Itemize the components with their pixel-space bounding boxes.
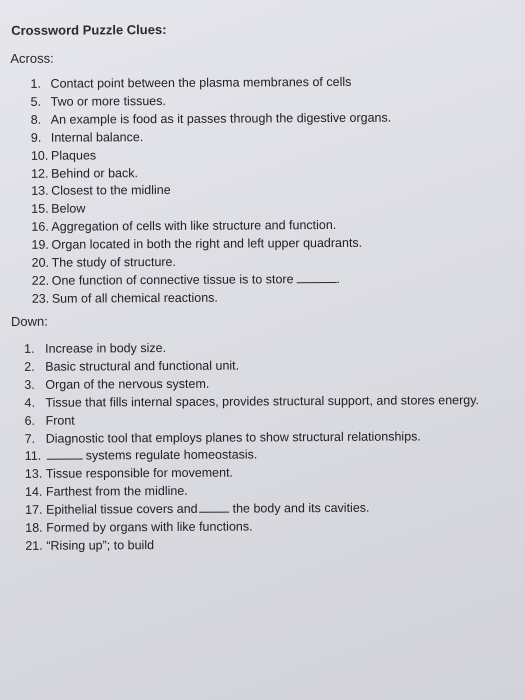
clue-number: 1.	[24, 341, 35, 356]
clue-number: 7.	[24, 431, 36, 446]
across-clue-8	[31, 109, 392, 129]
clue-text-after-blank: systems regulate homeostasis.	[85, 447, 258, 463]
clue-number: 21.	[25, 538, 43, 553]
clue-text: Organ located in both the right and left upper quadrants.	[51, 235, 363, 252]
clue-number: 13.	[24, 467, 43, 482]
clue-text-after-blank: the body and its cavities.	[232, 500, 370, 516]
across-clue-15	[31, 199, 392, 219]
clue-number: 4.	[24, 395, 35, 410]
across-heading: Across:	[10, 50, 54, 66]
clue-text: Epithelial tissue covers and	[46, 501, 198, 517]
clue-text: “Rising up”; to build	[46, 538, 155, 553]
across-clue-list	[30, 74, 392, 309]
page-title: Crossword Puzzle Clues:	[11, 21, 167, 38]
clue-number: 10.	[30, 148, 49, 163]
clue-text: Formed by organs with like functions.	[46, 519, 253, 535]
answer-blank	[200, 501, 230, 513]
clue-number: 16.	[31, 219, 49, 235]
across-clue-16	[31, 217, 392, 237]
answer-blank	[47, 448, 83, 460]
clue-number: 1.	[30, 76, 41, 91]
clue-text: Plaques	[50, 148, 97, 163]
clue-text: Farthest from the midline.	[45, 484, 188, 499]
clue-text: Aggregation of cells with like structure and function.	[51, 218, 337, 234]
clue-number: 19.	[31, 237, 49, 252]
across-clue-1	[30, 74, 391, 94]
clue-number: 18.	[25, 520, 43, 535]
across-clue-13	[31, 181, 392, 201]
clue-text: Behind or back.	[51, 165, 138, 181]
clue-number: 13.	[31, 184, 49, 199]
clue-text: Organ of the nervous system.	[45, 376, 210, 392]
across-clue-23	[32, 288, 393, 308]
answer-blank	[296, 271, 336, 283]
clue-number: 22.	[31, 273, 50, 288]
down-clue-list	[24, 338, 480, 556]
clue-number: 3.	[24, 377, 35, 392]
down-clue-4	[24, 392, 479, 413]
across-clue-19	[31, 235, 392, 255]
clue-number: 6.	[24, 413, 36, 428]
across-clue-9	[31, 127, 392, 147]
clue-text: Front	[45, 413, 75, 428]
clue-text: Below	[51, 201, 86, 217]
clue-text: Basic structural and functional unit.	[45, 358, 240, 374]
down-clue-7	[25, 428, 480, 449]
across-clue-5	[31, 92, 392, 112]
clue-number: 2.	[24, 359, 35, 374]
clue-text: Tissue that fills internal spaces, provides structural support, and stores energy.	[45, 392, 480, 410]
clue-text: Internal balance.	[50, 129, 144, 145]
clue-text: An example is food as it passes through the digestive organs.	[50, 110, 392, 127]
clue-number: 14.	[24, 485, 43, 500]
clue-number: 15.	[31, 202, 49, 217]
clue-number: 17.	[25, 502, 43, 518]
clue-text: Sum of all chemical reactions.	[51, 290, 218, 306]
clue-number: 20.	[31, 255, 50, 270]
clue-text: Contact point between the plasma membranes of cells	[50, 74, 352, 91]
down-clue-21	[25, 535, 480, 556]
clue-text: The study of structure.	[51, 254, 177, 270]
across-clue-12	[31, 163, 392, 183]
clue-number: 23.	[31, 291, 50, 306]
clue-text: Increase in body size.	[45, 340, 167, 356]
across-clue-22	[32, 271, 393, 291]
down-heading: Down:	[10, 313, 48, 329]
clue-text: Two or more tissues.	[50, 93, 166, 109]
clue-number: 9.	[30, 130, 42, 145]
clue-text: One function of connective tissue is to store	[51, 272, 294, 288]
across-clue-10	[31, 145, 392, 165]
clue-text: Diagnostic tool that employs planes to show structural relationships.	[45, 428, 421, 446]
clue-number: 5.	[30, 94, 42, 109]
across-clue-20	[32, 253, 393, 273]
clue-number: 11.	[24, 449, 42, 464]
clue-number: 12.	[31, 166, 49, 181]
clue-number: 8.	[30, 112, 42, 127]
clue-text: Tissue responsible for movement.	[45, 465, 234, 482]
clue-text-after-blank: .	[336, 271, 341, 286]
clue-text: Closest to the midline	[51, 183, 171, 199]
